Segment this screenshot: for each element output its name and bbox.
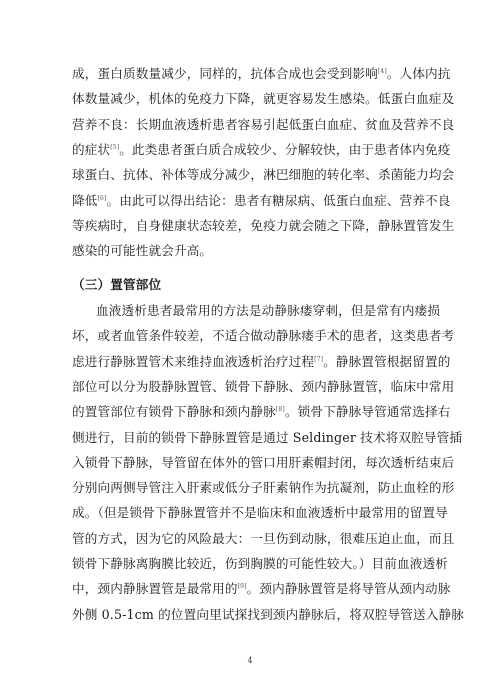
citation-ref: [6] [97,194,107,202]
text-line [72,556,449,572]
section-heading: （三）置管部位 [72,277,162,292]
citation-ref: [7] [314,355,324,363]
line-text: 外侧 0.5-1cm 的位置向里试探找到颈内静脉后，将双腔导管送入静脉 [72,606,464,622]
text-line [72,606,464,623]
text-line [72,480,455,496]
text-line [72,243,432,259]
line-text: 。人体内抗 [386,66,451,81]
line-text: 。此类患者蛋白质合成较少、分解较快，由于患者体内免疫 [119,141,451,157]
line-text: 分别向两侧导管注入肝素或低分子肝素钠作为抗凝剂，防止血栓的形 [72,480,455,496]
line-text: 降低 [72,192,98,208]
text-line [72,192,451,209]
text-line [72,66,451,82]
line-text: 。由此可以得出结论：患者有糖尿病、低蛋白血症、营养不良 [106,192,451,208]
line-text: 血液透析患者最常用的方法是动静脉瘘穿刺，但是常有内瘘损 [96,303,441,318]
text-line [72,116,455,133]
line-text: 入锁骨下静脉，导管留在体外的管口用肝素帽封闭，每次透析结束后 [72,454,455,470]
page-number: 4 [247,656,253,665]
line-text: 侧进行，目前的锁骨下静脉置管是通过 Seldinger 技术将双腔导管插 [72,429,463,445]
text-line [72,581,451,597]
text-line [72,505,449,521]
line-text: 体数量减少，机体的免疫力下降，就更容易发生感染。低蛋白血症及 [72,91,455,107]
citation-ref: [5] [110,143,120,151]
line-text: 球蛋白、抗体、补体等成分减少，淋巴细胞的转化率、杀菌能力均会 [72,167,455,183]
text-line [72,91,455,107]
line-text: 部位可以分为股静脉置管、锁骨下静脉、颈内静脉置管，临床中常用 [72,378,455,394]
line-text: 的置管部位有锁骨下静脉和颈内静脉 [72,404,276,420]
line-text: 等疾病时，自身健康状态较差，免疫力就会随之下降，静脉置管发生 [72,217,455,233]
line-text: 坏，或者血管条件较差，不适合做动静脉瘘手术的患者，这类患者考 [72,328,455,344]
text-line [72,217,455,234]
line-text: 。颈内静脉置管是将导管从颈内动脉 [246,581,451,597]
line-text: 。静脉置管根据留置的 [323,353,451,369]
text-line [72,141,451,158]
line-text: 虑进行静脉置管术来维持血液透析治疗过程 [72,353,315,369]
line-text: 管的方式，因为它的风险最大：一旦伤到动脉，很难压迫止血，而且 [72,530,455,546]
line-text: 中，颈内静脉置管是最常用的 [72,581,238,597]
text-line [72,378,455,395]
text-line [72,404,451,420]
text-line [72,429,463,446]
text-line [72,328,455,344]
text-line [72,167,455,183]
text-line [72,353,451,370]
line-text: 成，蛋白质数量减少，同样的，抗体合成也会受到影响 [72,66,378,81]
line-text: 。锁骨下静脉导管通常选择右 [284,404,451,420]
text-line [72,454,455,471]
line-text: 锁骨下静脉离胸膜比较近，伤到胸膜的可能性较大。）目前血液透析 [72,556,449,571]
text-line [72,530,455,547]
text-line [96,303,441,319]
line-text: 感染的可能性就会升高。 [72,243,213,259]
line-text: 成。（但是锁骨下静脉置管并不是临床和血液透析中最常用的留置导 [72,505,449,521]
line-text: 营养不良：长期血液透析患者容易引起低蛋白血症、贫血及营养不良 [72,116,455,132]
citation-ref: [9] [237,583,247,591]
citation-ref: [8] [275,406,285,413]
line-text: 的症状 [72,141,111,157]
citation-ref: [4] [377,67,387,75]
